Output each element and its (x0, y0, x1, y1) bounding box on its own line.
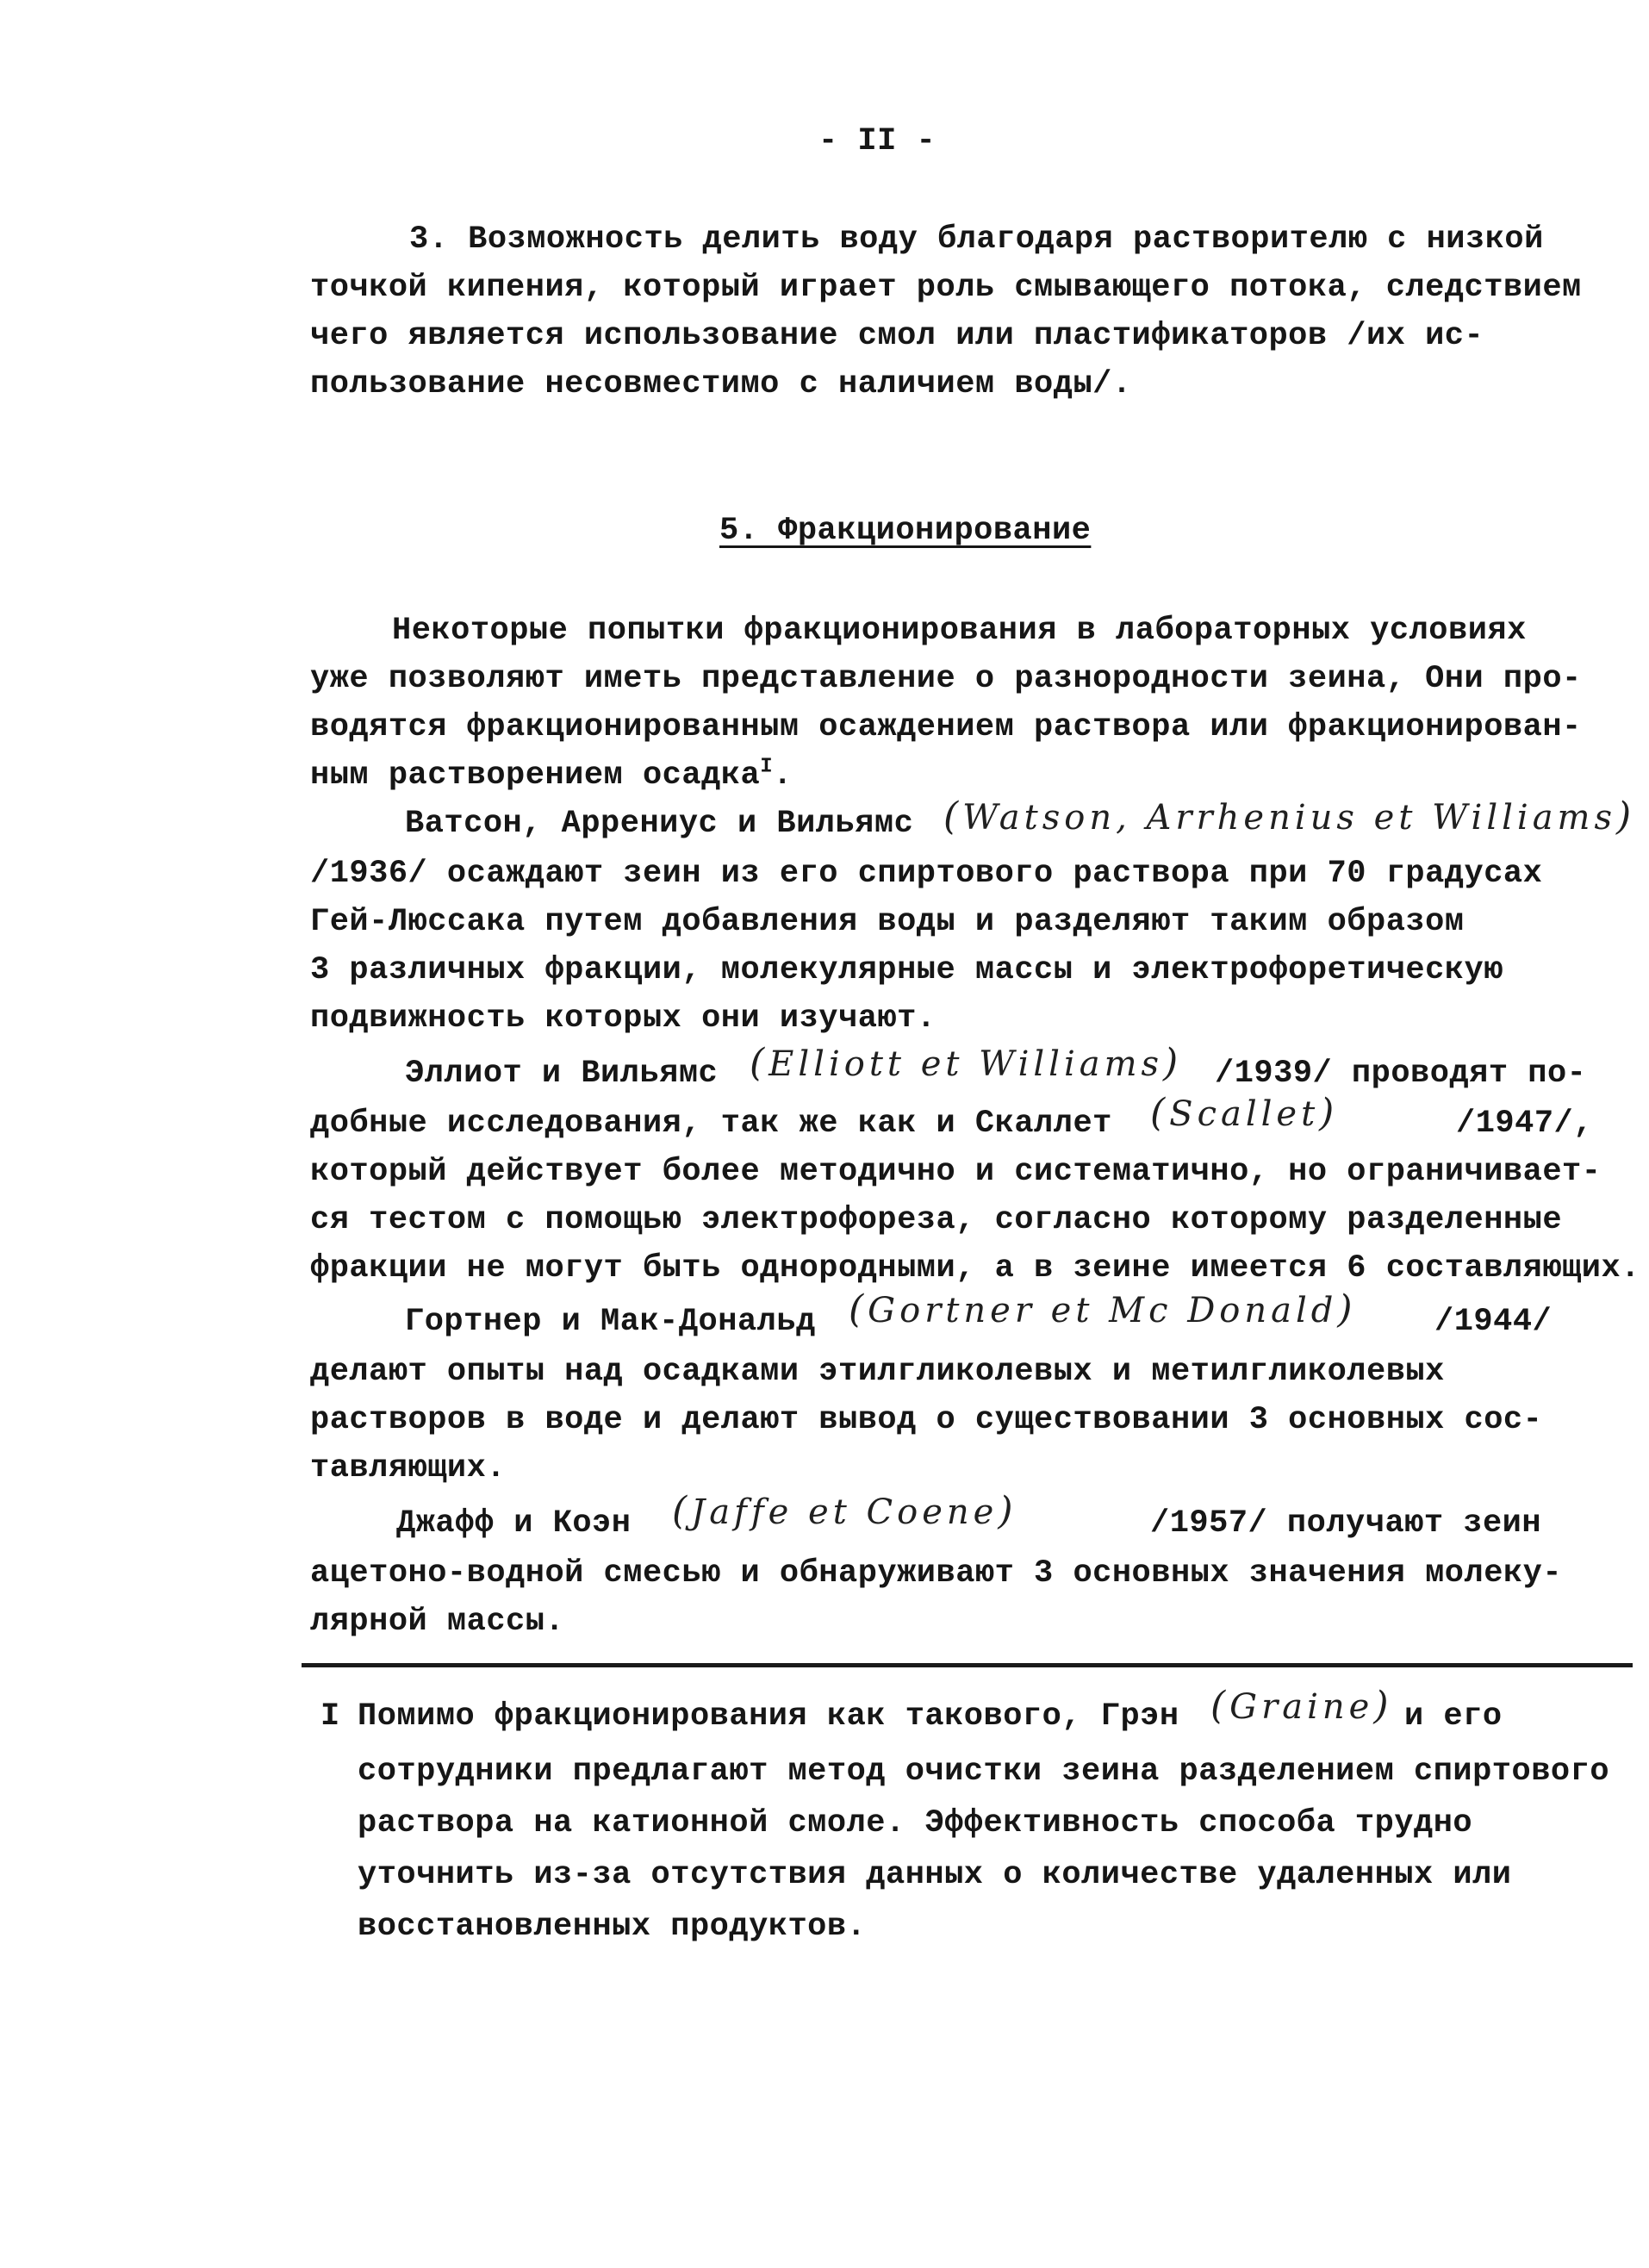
paragraph-line: водятся фракционированным осаждением раствора или фракционирован- (310, 709, 1582, 745)
paragraph-line: чего является использование смол или пластификаторов /их ис- (310, 318, 1484, 354)
period: . (773, 757, 793, 794)
handwritten-note: (Graine) (1210, 1684, 1393, 1728)
handwritten-note: (Gortner et Mc Donald) (849, 1287, 1357, 1331)
paragraph-line: Джафф и Коэн (396, 1505, 632, 1542)
paragraph-line (405, 801, 913, 846)
paragraph-line: /1939/ проводят по- (1215, 1056, 1587, 1092)
line-text: ным растворением осадка (310, 757, 761, 794)
footnote-line: раствора на катионной смоле. Эффективность способа трудно (358, 1805, 1473, 1841)
paragraph-line: Гей-Люссака путем добавления воды и разделяют таким образом (310, 904, 1465, 940)
paragraph-line: лярной массы. (310, 1604, 565, 1640)
paragraph-line: /1944/ (1434, 1304, 1553, 1340)
paragraph-line: точкой кипения, который играет роль смывающего потока, следствием (310, 270, 1582, 306)
paragraph-line: делают опыты над осадками этилгликолевых и метилгликолевых (310, 1354, 1445, 1390)
footnote-reference: I (760, 755, 774, 779)
paragraph-line: уже позволяют иметь представление о разнородности зеина, Они про- (310, 661, 1582, 697)
section-heading: 5. Фракционирование (719, 513, 1092, 549)
paragraph-line: растворов в воде и делают вывод о существовании 3 основных сос- (310, 1402, 1543, 1438)
line-text: Ватсон, Аррениус и Вильямс (405, 806, 914, 842)
handwritten-note: (Jaffe et Coene) (672, 1489, 1017, 1533)
footnote-line: уточнить из-за отсутствия данных о количестве удаленных или (358, 1857, 1512, 1893)
footnote-line: восстановленных продуктов. (358, 1909, 867, 1945)
paragraph-line: 3 различных фракции, молекулярные массы и электрофоретическую (310, 952, 1503, 988)
paragraph-line: Эллиот и Вильямс (405, 1056, 719, 1092)
paragraph-line: Некоторые попытки фракционирования в лабораторных условиях (392, 613, 1527, 649)
handwritten-note: (Watson, Arrhenius et Williams) (943, 794, 1636, 838)
paragraph-line: 3. Возможность делить воду благодаря растворителю с низкой (409, 221, 1544, 258)
footnote-line: и его (1404, 1698, 1503, 1735)
paragraph-line: /1947/, (1456, 1106, 1593, 1142)
paragraph-line: пользование несовместимо с наличием воды/. (310, 366, 1132, 402)
paragraph-line: подвижность которых они изучают. (310, 1000, 937, 1037)
paragraph-line: добные исследования, так же как и Скаллет (310, 1106, 1112, 1142)
handwritten-note: (Elliott et Williams) (750, 1041, 1183, 1085)
paragraph-line: /1936/ осаждают зеин из его спиртового раствора при 70 градусах (310, 856, 1543, 892)
paragraph-line: ацетоно-водной смесью и обнаруживают 3 основных значения молеку- (310, 1555, 1563, 1592)
footnote-divider (302, 1663, 1633, 1667)
footnote-marker: I (320, 1698, 340, 1735)
paragraph-line: который действует более методично и систематично, но ограничивает- (310, 1154, 1602, 1190)
paragraph-line: фракции не могут быть однородными, а в зеине имеется 6 составляющих. (310, 1250, 1640, 1287)
paragraph-line: ся тестом с помощью электрофореза, согласно которому разделенные (310, 1202, 1563, 1238)
paragraph-line: /1957/ получают зеин (1150, 1505, 1542, 1542)
footnote-line: Помимо фракционирования как такового, Грэн (358, 1698, 1179, 1735)
page-number: - II - (818, 123, 937, 159)
handwritten-note: (Scallet) (1150, 1091, 1339, 1135)
paragraph-line: Гортнер и Мак-Дональд (405, 1304, 816, 1340)
footnote-line: сотрудники предлагают метод очистки зеина разделением спиртового (358, 1754, 1610, 1790)
paragraph-line: тавляющих. (310, 1450, 507, 1486)
paragraph-line (310, 753, 793, 798)
